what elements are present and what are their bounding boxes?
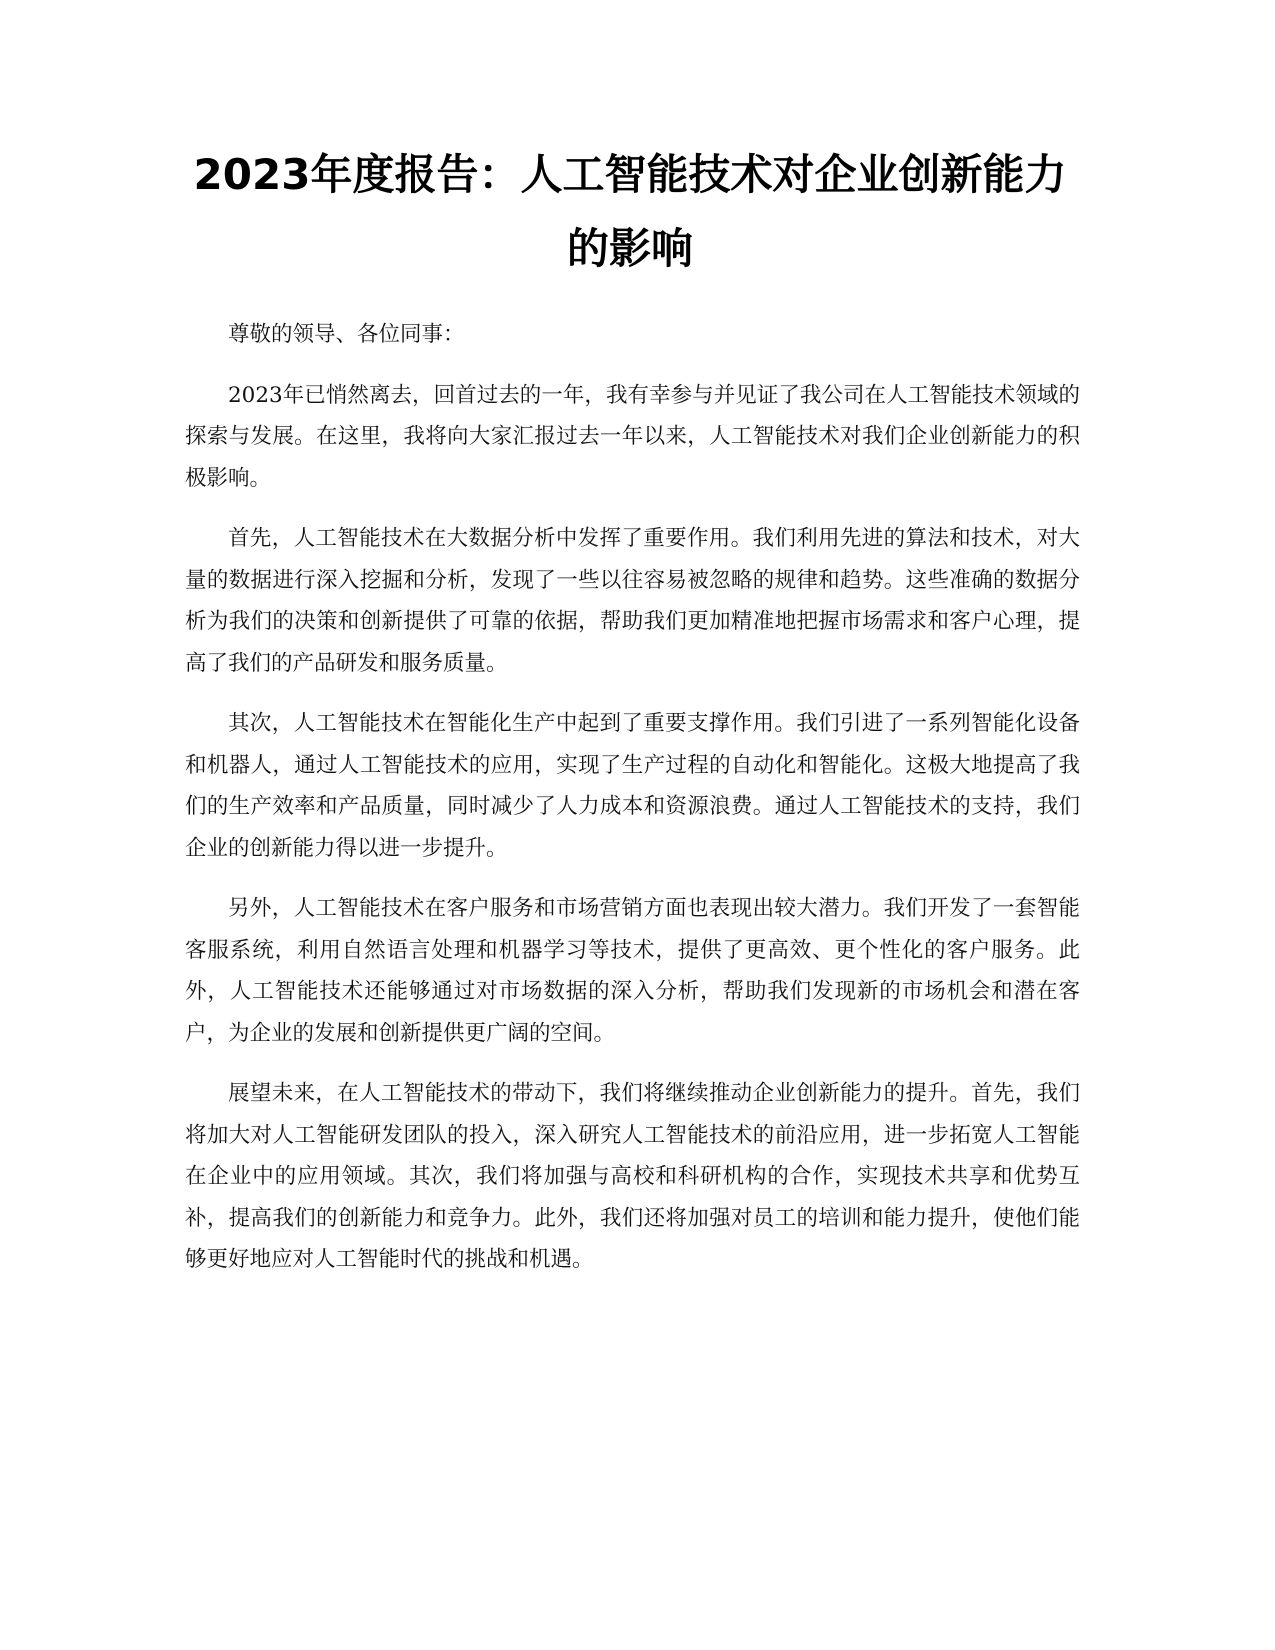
paragraph-smart-production: 其次，人工智能技术在智能化生产中起到了重要支撑作用。我们引进了一系列智能化设备和机器人，通过人工智能技术的应用，实现了生产过程的自动化和智能化。这极大地提高了我们的生产效率和产品质量，同时减少了人力成本和资源浪费。通过人工智能技术的支持，我们企业的创新能力得以进一步提升。 — [185, 711, 1080, 861]
paragraph-big-data: 首先，人工智能技术在大数据分析中发挥了重要作用。我们利用先进的算法和技术，对大量的数据进行深入挖掘和分析，发现了一些以往容易被忽略的规律和趋势。这些准确的数据分析为我们的决策和创新提供了可靠的依据，帮助我们更加精准地把握市场需求和客户心理，提高了我们的产品研发和服务质量。 — [185, 526, 1080, 676]
paragraph-outlook: 展望未来，在人工智能技术的带动下，我们将继续推动企业创新能力的提升。首先，我们将加大对人工智能研发团队的投入，深入研究人工智能技术的前沿应用，进一步拓宽人工智能在企业中的应用领域。其次，我们将加强与高校和科研机构的合作，实现技术共享和优势互补，提高我们的创新能力和竞争力。此外，我们还将加强对员工的培训和能力提升，使他们能够更好地应对人工智能时代的挑战和机遇。 — [185, 1081, 1080, 1272]
paragraph-intro: 2023年已悄然离去，回首过去的一年，我有幸参与并见证了我公司在人工智能技术领域的探索与发展。在这里，我将向大家汇报过去一年以来，人工智能技术对我们企业创新能力的积极影响。 — [185, 382, 1080, 491]
document-body — [185, 314, 1080, 1300]
paragraph-customer-service: 另外，人工智能技术在客户服务和市场营销方面也表现出较大潜力。我们开发了一套智能客服系统，利用自然语言处理和机器学习等技术，提供了更高效、更个性化的客户服务。此外，人工智能技术还能够通过对市场数据的深入分析，帮助我们发现新的市场机会和潜在客户，为企业的发展和创新提供更广阔的空间。 — [185, 896, 1080, 1046]
document-title: 2023年度报告：人工智能技术对企业创新能力的影响 — [193, 150, 1067, 273]
salutation: 尊敬的领导、各位同事： — [228, 322, 465, 347]
